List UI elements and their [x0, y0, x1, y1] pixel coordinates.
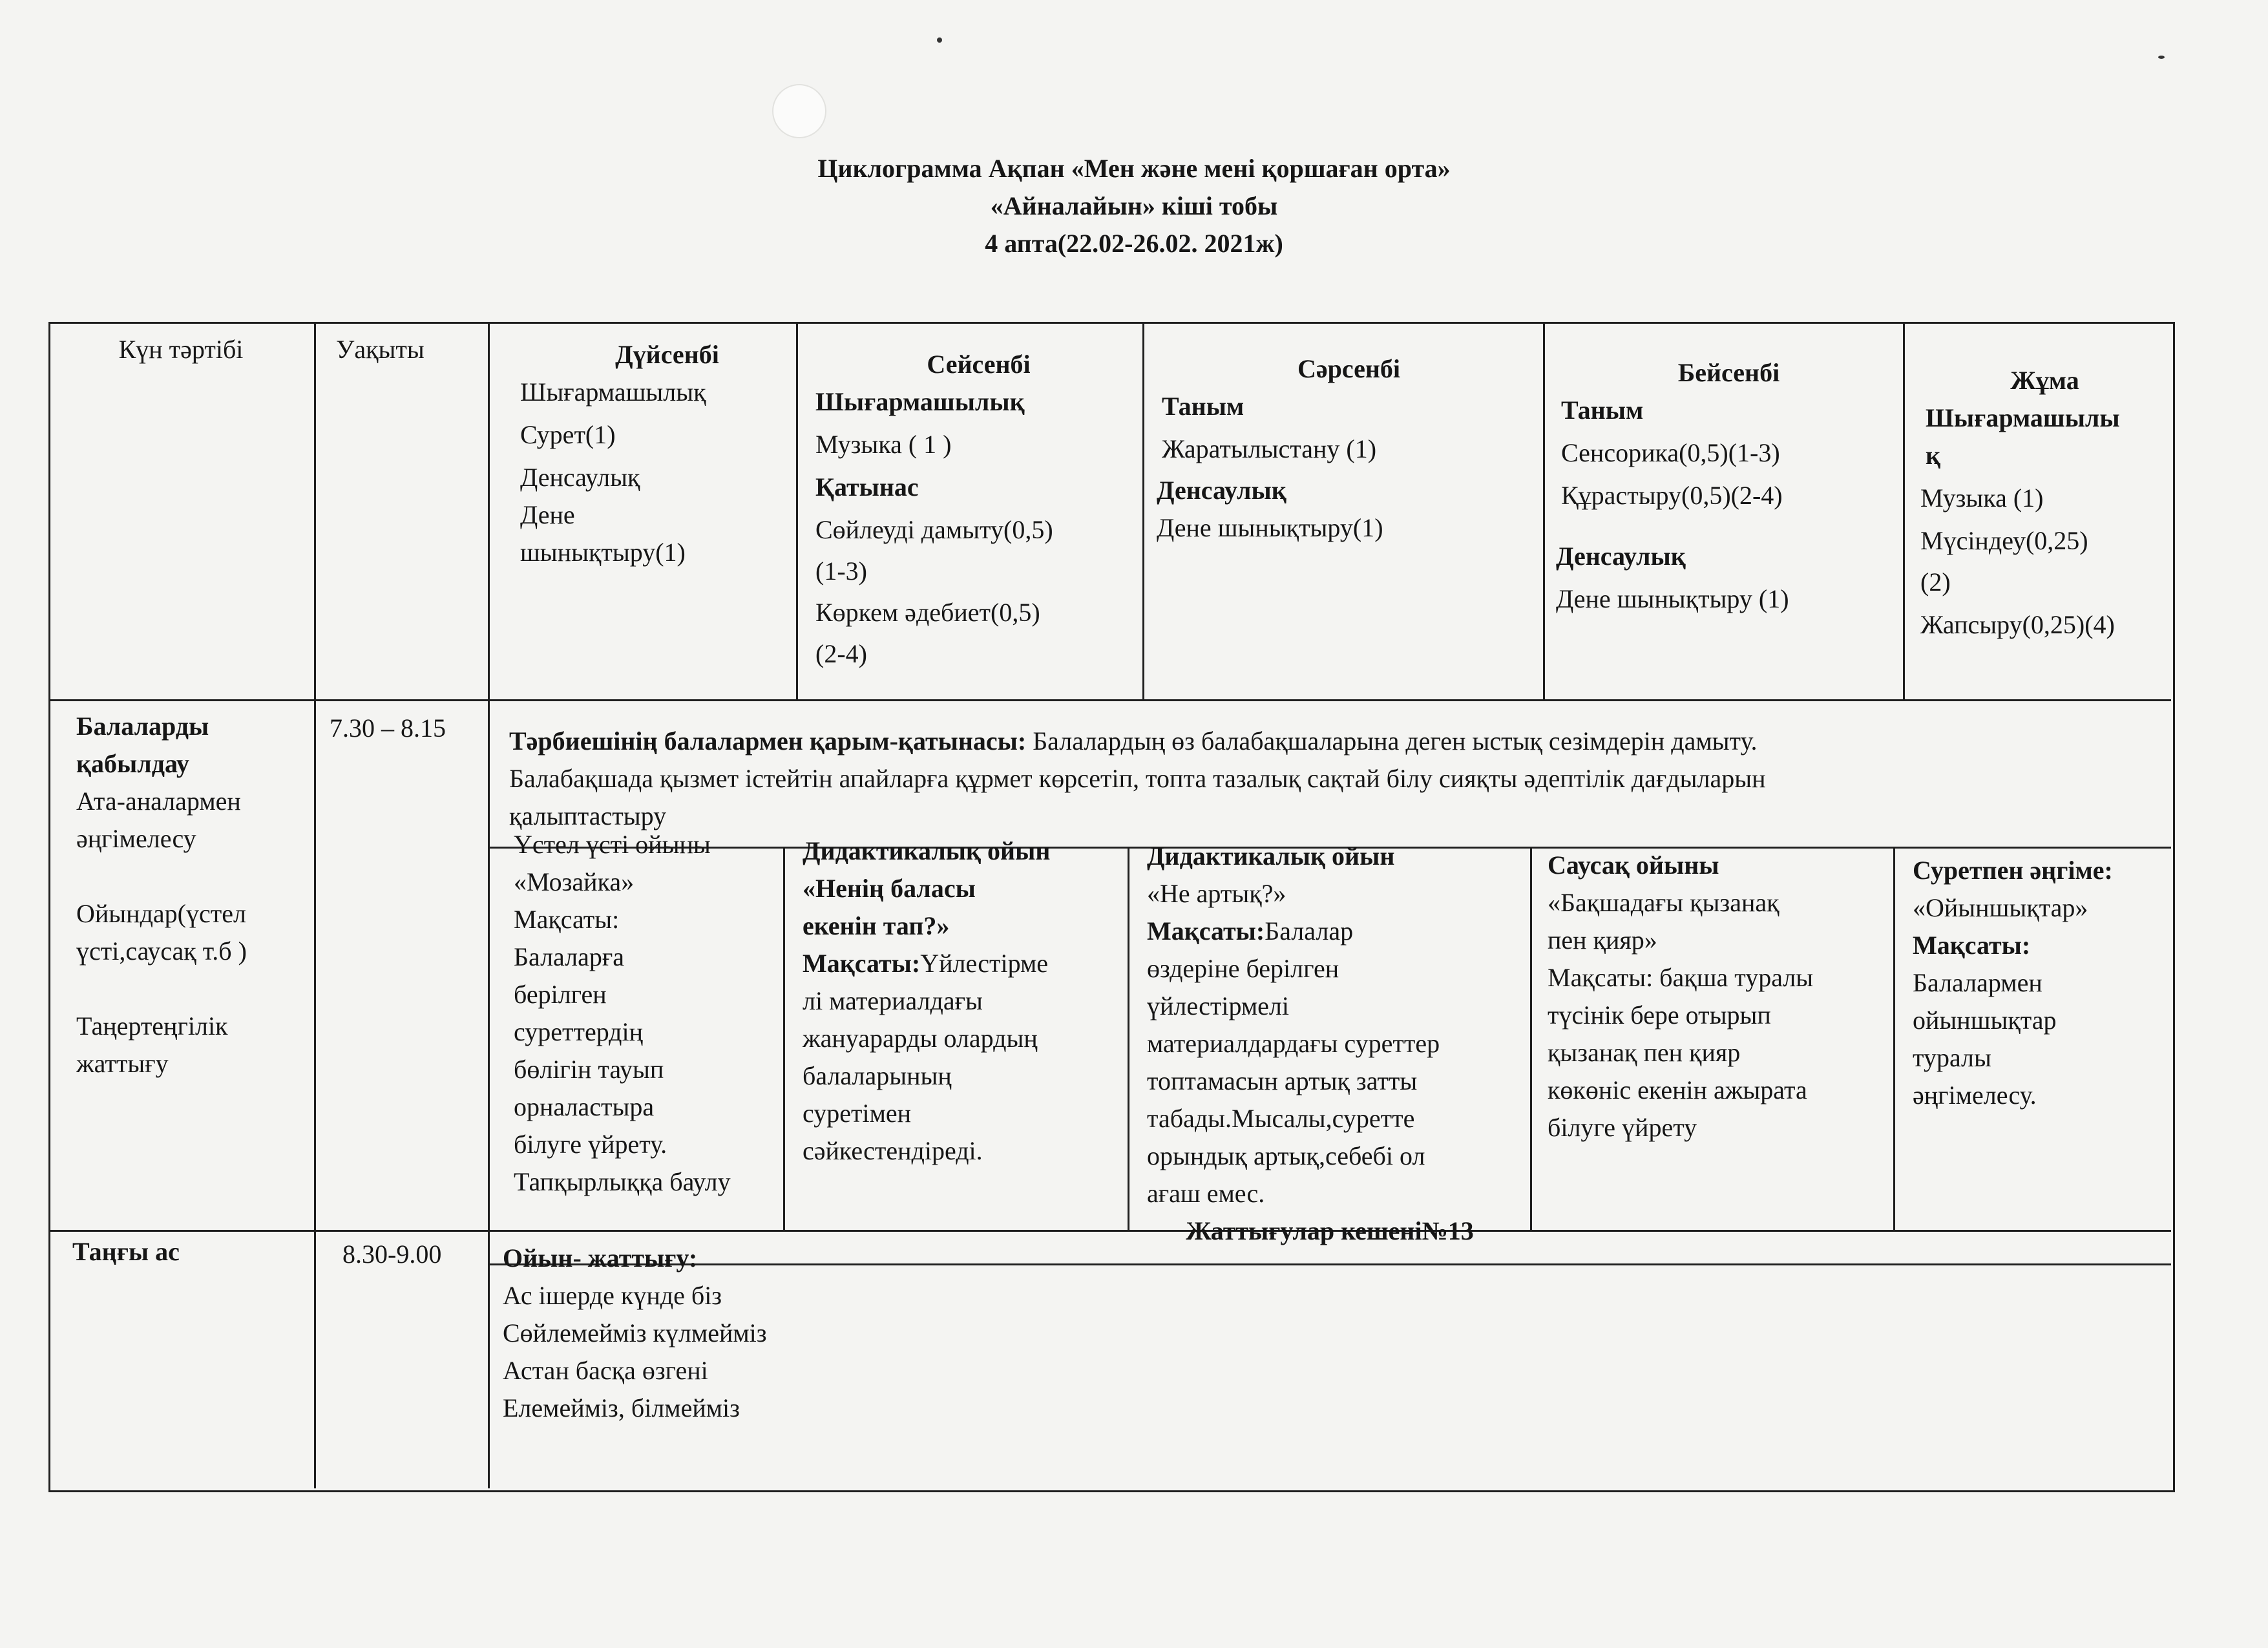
header-cell-wednesday: Сәрсенбі Таным Жаратылыстану (1) Денсаулық Дене шынықтыру(1): [1157, 354, 1401, 542]
column-divider: [1903, 322, 1905, 699]
exercise-banner: Жаттығулар кешені№13: [1186, 1216, 1474, 1245]
header-cell-time: Уақыты: [336, 335, 425, 364]
activity-wednesday: Дидактикалық ойын «Не артық?» Мақсаты:Балалар өздеріне берілген үйлестірмелі материалдардағы суреттер топтамасын артық затты табады.Мысалы,суретте орындық артық,себебі ол ағаш емес.: [1147, 841, 1440, 1208]
column-divider: [1128, 847, 1129, 1230]
column-divider: [1142, 322, 1144, 699]
punch-hole: [772, 84, 826, 138]
activity-monday: Үстел үсті ойыны «Мозайка» Мақсаты: Балаларға берілген суреттердің бөлігін тауып орналастыра білуге үйрету. Тапқырлыққа баулу: [514, 830, 731, 1196]
document-header: [0, 150, 2268, 262]
column-divider: [314, 322, 316, 1488]
column-divider: [1543, 322, 1545, 699]
row-divider: [48, 699, 2171, 701]
column-divider: [783, 847, 785, 1230]
header-title: Циклограмма Ақпан «Мен және мені қоршаған орта»: [817, 154, 1451, 183]
activity-tuesday: Дидактикалық ойын «Ненің баласы екенін тап?» Мақсаты:Үйлестірме лі материалдағы жануарарды олардың балаларының суретімен сәйкестендіреді.: [803, 836, 1051, 1165]
column-divider: [796, 322, 798, 699]
header-cell-monday: Дүйсенбі Шығармашылық Сурет(1) Денсаулық Дене шынықтыру(1): [520, 340, 719, 567]
column-divider: [488, 322, 490, 1488]
header-cell-thursday: Бейсенбі Таным Сенсорика(0,5)(1-3) Құрастыру(0,5)(2-4) Денсаулық Дене шынықтыру (1): [1556, 358, 1789, 613]
column-divider: [1893, 847, 1895, 1230]
header-cell-regime: Күн тәртібі: [118, 335, 244, 364]
row-breakfast-regime: Таңғы ас: [72, 1237, 180, 1266]
row-reception-regime: Балаларды қабылдау Ата-аналармен әңгімелесу Ойындар(үстел үсті,саусақ т.б ) Таңертеңгілік жаттығу: [76, 712, 247, 1078]
activity-friday: Суретпен әңгіме: «Ойыншықтар» Мақсаты: Балалармен ойыншықтар туралы әңгімелесу.: [1913, 856, 2113, 1110]
activity-thursday: Саусақ ойыны «Бақшадағы қызанақ пен қияр» Мақсаты: бақша туралы түсінік бере отырып қызанақ пен қияр көкөніс екенін ажырата білуге үйрету: [1548, 850, 1814, 1142]
header-group: «Айналайын» кіші тобы: [990, 191, 1278, 220]
column-divider: [1530, 847, 1532, 1230]
header-week: 4 апта(22.02-26.02. 2021ж): [985, 229, 1283, 258]
row-reception-time: 7.30 – 8.15: [330, 713, 446, 743]
header-cell-friday: Жұма Шығармашылы қ Музыка (1) Мүсіндеу(0,25) (2) Жапсыру(0,25)(4): [1920, 366, 2120, 639]
speck: [937, 37, 942, 43]
breakfast-game-exercise: Ойын- жаттығу: Ас ішерде күнде біз Сөйлемейміз күлмейміз Астан басқа өзгені Елемейміз, білмейміз: [503, 1243, 767, 1422]
teacher-interaction-note: Тәрбиешінің балалармен қарым-қатынасы: Балалардың өз балабақшаларына деген ыстық сезімдерін дамыту. Балабақшада қызмет істейтін апайларға құрмет көрсетіп, топта тазалық сақтай білу сияқты әдептілік дағдыларын қалыптастыру: [509, 726, 1766, 830]
speck: [2158, 56, 2165, 59]
header-cell-tuesday: Сейсенбі Шығармашылық Музыка ( 1 ) Қатынас Сөйлеуді дамыту(0,5) (1-3) Көркем әдебиет(0,5) (2-4): [815, 350, 1053, 668]
row-breakfast-time: 8.30-9.00: [342, 1240, 442, 1269]
